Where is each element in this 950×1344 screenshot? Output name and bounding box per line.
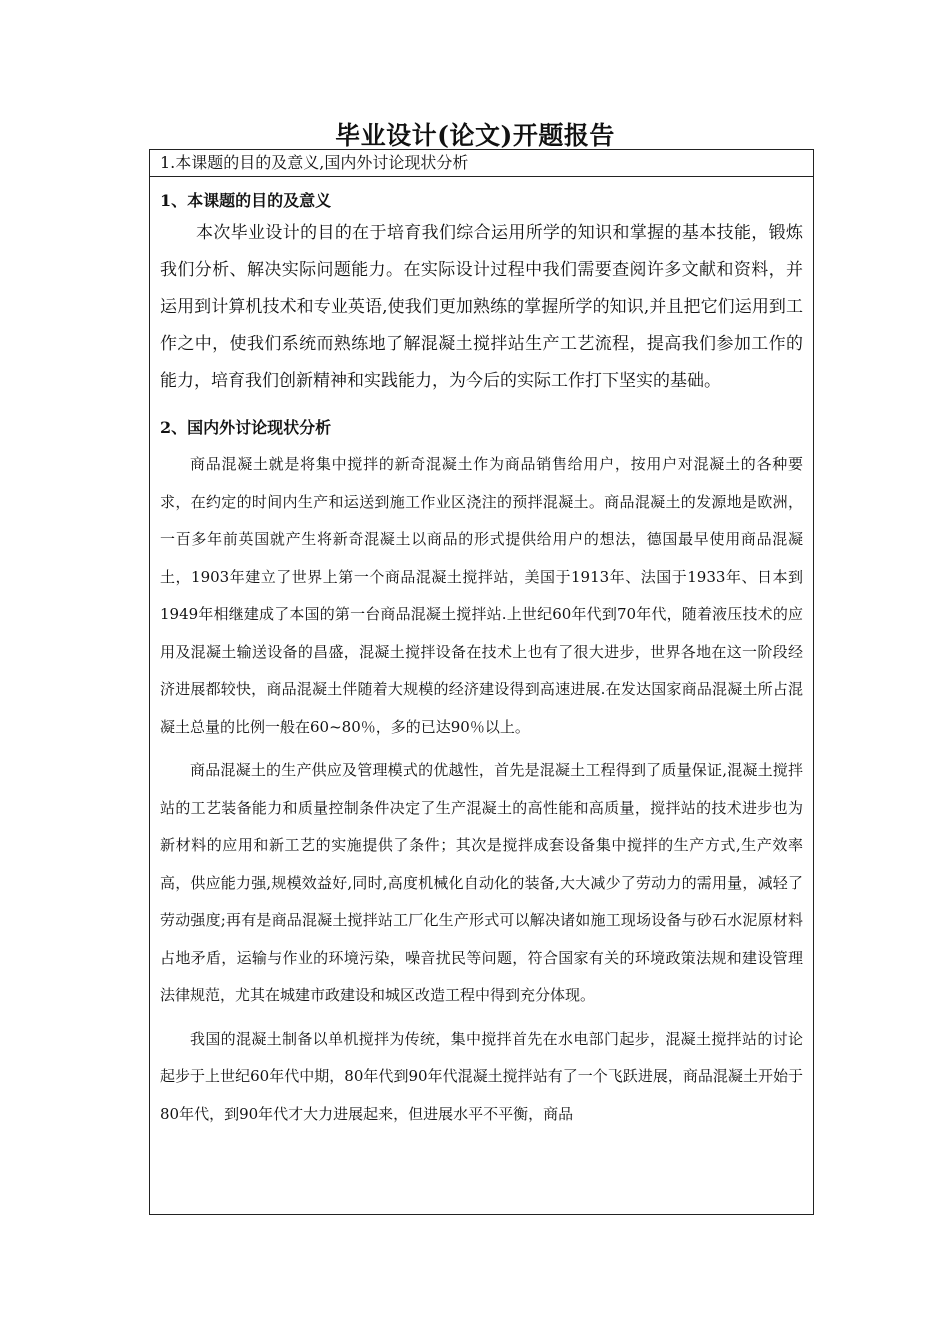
section1-paragraph: 本次毕业设计的目的在于培育我们综合运用所学的知识和掌握的基本技能，锻炼我们分析、解决实际问题能力。在实际设计过程中我们需要查阅许多文献和资料，并运用到计算机技术和专业英语,使我们更加熟练的掌握所学的知识,并且把它们运用到工作之中，使我们系统而熟练地了解混凝土搅拌站生产工艺流程，提高我们参加工作的能力，培育我们创新精神和实践能力，为今后的实际工作打下坚实的基础。 [160, 223, 803, 391]
document-title: 毕业设计(论文)开题报告 [335, 121, 615, 150]
section1-heading: 1、本课题的目的及意义 [160, 191, 332, 210]
report-table [149, 149, 814, 1215]
table-content-cell [150, 177, 813, 1133]
section2-paragraph-3: 我国的混凝土制备以单机搅拌为传统，集中搅拌首先在水电部门起步，混凝土搅拌站的讨论起步于上世纪60年代中期，80年代到90年代混凝土搅拌站有了一个飞跃进展，商品混凝土开始于80年代，到90年代才大力进展起来，但进展水平不平衡，商品 [160, 1029, 803, 1123]
table-header-row: 1.本课题的目的及意义,国内外讨论现状分析 [150, 150, 813, 177]
section2-paragraph-1: 商品混凝土就是将集中搅拌的新奇混凝土作为商品销售给用户，按用户对混凝土的各种要求，在约定的时间内生产和运送到施工作业区浇注的预拌混凝土。商品混凝土的发源地是欧洲，一百多年前英国就产生将新奇混凝土以商品的形式提供给用户的想法，德国最早使用商品混凝土，1903年建立了世界上第一个商品混凝土搅拌站，美国于1913年、法国于1933年、日本到1949年相继建成了本国的第一台商品混凝土搅拌站.上世纪60年代到70年代，随着液压技术的应用及混凝土输送设备的昌盛，混凝土搅拌设备在技术上也有了很大进步，世界各地在这一阶段经济进展都较快，商品混凝土伴随着大规模的经济建设得到高速进展.在发达国家商品混凝土所占混凝土总量的比例一般在60~80％，多的已达90％以上。 [160, 455, 803, 736]
section2-heading: 2、国内外讨论现状分析 [160, 418, 332, 437]
section2-paragraph-2: 商品混凝土的生产供应及管理模式的优越性，首先是混凝土工程得到了质量保证,混凝土搅拌站的工艺装备能力和质量控制条件决定了生产混凝土的高性能和高质量，搅拌站的技术进步也为新材料的应用和新工艺的实施提供了条件；其次是搅拌成套设备集中搅拌的生产方式,生产效率高，供应能力强,规模效益好,同时,高度机械化自动化的装备,大大减少了劳动力的需用量，减轻了劳动强度;再有是商品混凝土搅拌站工厂化生产形式可以解决诸如施工现场设备与砂石水泥原材料占地矛盾，运输与作业的环境污染，噪音扰民等问题，符合国家有关的环境政策法规和建设管理法律规范，尤其在城建市政建设和城区改造工程中得到充分体现。 [160, 761, 803, 1004]
